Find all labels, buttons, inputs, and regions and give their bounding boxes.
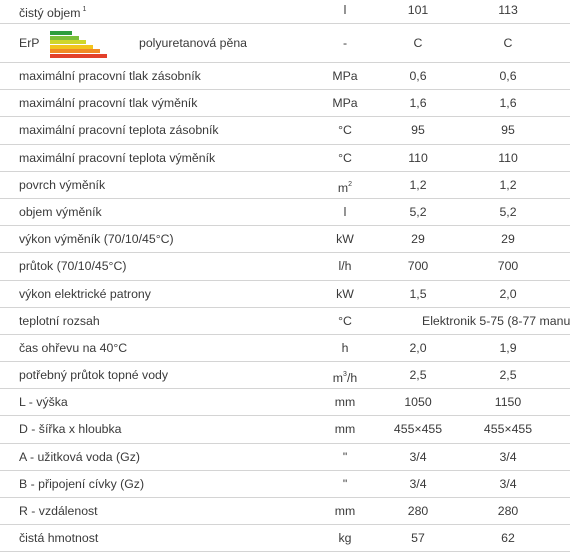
table-row bbox=[0, 389, 570, 416]
table-row-temperature-range bbox=[0, 308, 570, 335]
footnote-mark: 1 bbox=[82, 6, 87, 13]
row-label: R - vzdálenost bbox=[19, 504, 98, 518]
table-row bbox=[0, 117, 570, 144]
row-value-2: 62 bbox=[501, 531, 515, 546]
row-value-2: 113 bbox=[498, 3, 518, 17]
energy-class-bar bbox=[50, 31, 72, 35]
row-label: čistá hmotnost bbox=[19, 531, 99, 546]
row-unit: l/h bbox=[338, 259, 352, 274]
row-label: B - připojení cívky (Gz) bbox=[19, 476, 145, 491]
table-row bbox=[0, 172, 570, 199]
row-unit: °C bbox=[338, 313, 352, 328]
row-unit: MPa bbox=[332, 96, 358, 111]
row-value-1: 110 bbox=[408, 150, 428, 165]
erp-label: ErP bbox=[19, 36, 40, 50]
row-label: čistý objem $^1$ bbox=[19, 6, 87, 20]
row-unit: $m^3/h$ bbox=[332, 371, 358, 386]
energy-class-bar bbox=[50, 54, 107, 58]
row-value-1: C bbox=[413, 36, 423, 50]
table-row bbox=[0, 525, 570, 552]
row-value-2: 110 bbox=[498, 150, 518, 165]
table-row bbox=[0, 416, 570, 443]
table-row bbox=[0, 253, 570, 280]
row-value-1: 3/4 bbox=[409, 449, 427, 464]
row-value-2: 5,2 bbox=[499, 204, 517, 219]
row-value-span: Elektronik 5-75 (8-77 manu bbox=[422, 313, 570, 328]
row-unit: - bbox=[342, 36, 348, 50]
row-value-1: 57 bbox=[411, 531, 425, 546]
table-row bbox=[0, 335, 570, 362]
energy-class-bar bbox=[50, 45, 93, 49]
row-value-1: 1050 bbox=[404, 395, 432, 410]
table-row bbox=[0, 90, 570, 117]
table-row bbox=[0, 199, 570, 226]
table-row-erp bbox=[0, 24, 570, 63]
row-unit: " bbox=[342, 449, 348, 464]
row-value-2: 29 bbox=[501, 232, 515, 247]
row-label: teplotní rozsah bbox=[19, 313, 100, 328]
energy-class-bar bbox=[50, 36, 79, 40]
row-label: L - výška bbox=[19, 395, 68, 410]
row-unit: l bbox=[343, 204, 347, 219]
row-value-2: 1,6 bbox=[499, 96, 517, 111]
row-value-2: 3/4 bbox=[499, 476, 517, 491]
row-unit: MPa bbox=[332, 69, 358, 83]
row-unit: kW bbox=[336, 232, 354, 247]
row-value-2: 0,6 bbox=[499, 69, 517, 83]
row-value-1: 280 bbox=[407, 504, 429, 518]
row-label: maximální pracovní teplota zásobník bbox=[19, 123, 219, 138]
row-value-1: 2,5 bbox=[409, 368, 427, 383]
row-label: povrch výměník bbox=[19, 177, 106, 192]
table-row bbox=[0, 145, 570, 172]
row-label: D - šířka x hloubka bbox=[19, 422, 122, 437]
table-row bbox=[0, 281, 570, 308]
energy-label-icon bbox=[50, 31, 110, 59]
table-row bbox=[0, 362, 570, 389]
row-value-1: 2,0 bbox=[409, 340, 427, 355]
row-label: výkon elektrické patrony bbox=[19, 286, 151, 301]
row-label: průtok (70/10/45°C) bbox=[19, 259, 127, 274]
row-value-1: 29 bbox=[411, 232, 425, 247]
row-value-1: 1,5 bbox=[409, 286, 427, 301]
row-value-2: C bbox=[503, 36, 513, 50]
row-value-1: 95 bbox=[411, 123, 425, 138]
row-unit: l bbox=[343, 3, 347, 17]
row-value-1: 5,2 bbox=[409, 204, 427, 219]
row-value-2: 1,2 bbox=[499, 177, 517, 192]
row-unit: mm bbox=[334, 422, 356, 437]
row-value-2: 2,5 bbox=[499, 368, 517, 383]
row-value-2: 700 bbox=[497, 259, 519, 274]
row-label: výkon výměník (70/10/45°C) bbox=[19, 232, 174, 247]
row-value-1: 455×455 bbox=[393, 422, 443, 437]
row-value-2: 280 bbox=[497, 504, 519, 518]
energy-class-bar bbox=[50, 40, 86, 44]
row-value-1: 101 bbox=[407, 3, 429, 17]
row-value-2: 1,9 bbox=[499, 340, 517, 355]
table-row-net-volume bbox=[0, 0, 570, 24]
table-row bbox=[0, 444, 570, 471]
row-unit: " bbox=[342, 476, 348, 491]
row-value-1: 700 bbox=[407, 259, 429, 274]
row-value-1: 1,2 bbox=[409, 177, 427, 192]
row-value-2: 3/4 bbox=[499, 449, 517, 464]
row-label: maximální pracovní tlak výměník bbox=[19, 96, 198, 111]
energy-class-bar bbox=[50, 49, 100, 53]
table-row bbox=[0, 226, 570, 253]
table-row bbox=[0, 498, 570, 525]
row-value-1: 0,6 bbox=[409, 69, 427, 83]
row-value-2: 1150 bbox=[494, 395, 522, 410]
row-unit: °C bbox=[338, 150, 352, 165]
row-unit: mm bbox=[334, 395, 356, 410]
row-unit: h bbox=[341, 340, 349, 355]
row-value-1: 1,6 bbox=[409, 96, 427, 111]
table-row bbox=[0, 63, 570, 90]
row-unit: kg bbox=[338, 531, 352, 546]
row-unit: $m^2$ bbox=[337, 180, 353, 195]
row-unit: mm bbox=[334, 504, 356, 518]
insulation-type: polyuretanová pěna bbox=[139, 36, 248, 50]
row-unit: kW bbox=[336, 286, 354, 301]
row-label: A - užitková voda (Gz) bbox=[19, 449, 140, 464]
row-label: maximální pracovní tlak zásobník bbox=[19, 69, 201, 83]
row-value-2: 455×455 bbox=[483, 422, 533, 437]
row-label: čas ohřevu na 40°C bbox=[19, 340, 128, 355]
table-row bbox=[0, 471, 570, 498]
row-label: maximální pracovní teplota výměník bbox=[19, 150, 216, 165]
row-label: objem výměník bbox=[19, 204, 102, 219]
row-value-2: 2,0 bbox=[499, 286, 517, 301]
row-value-1: 3/4 bbox=[409, 476, 427, 491]
row-label: potřebný průtok topné vody bbox=[19, 368, 169, 383]
row-unit: °C bbox=[338, 123, 352, 138]
row-value-2: 95 bbox=[501, 123, 515, 138]
